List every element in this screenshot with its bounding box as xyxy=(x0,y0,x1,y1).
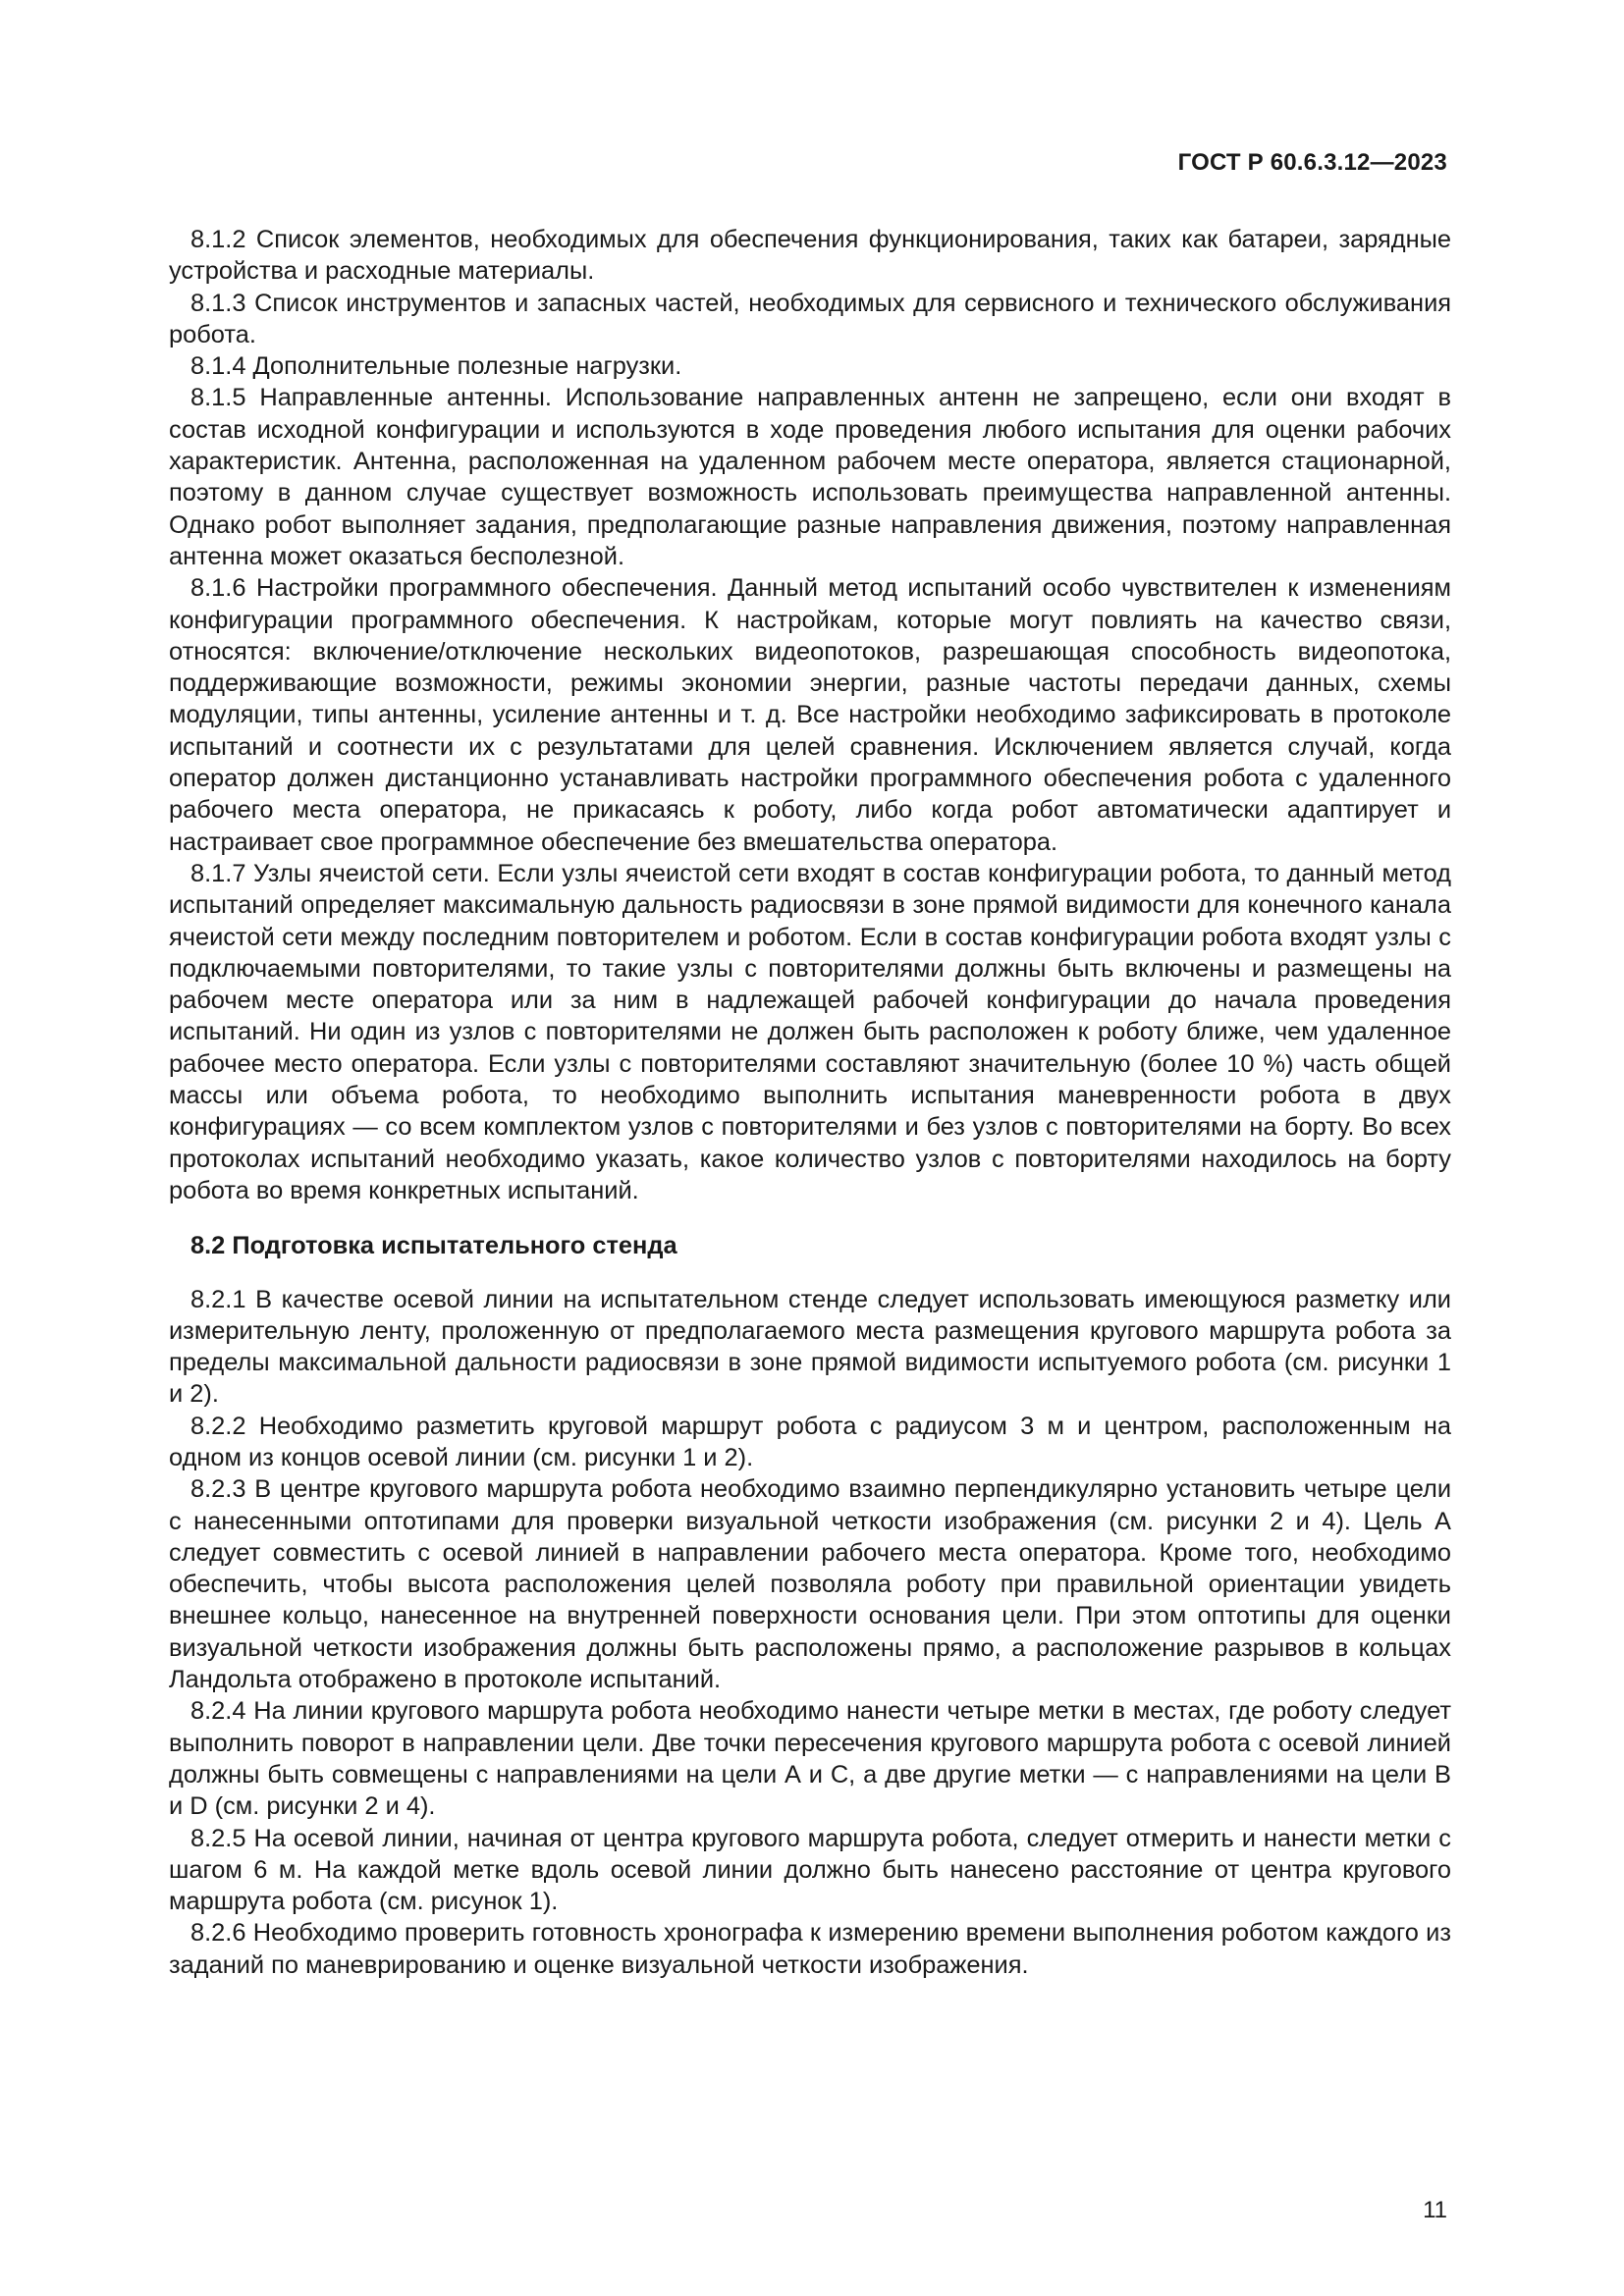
paragraph-text: 8.1.2 Список элементов, необходимых для обеспечения функционирования, таких как батареи, зарядные устройства и расходные материалы. xyxy=(169,226,1451,286)
paragraph-text: 8.2.2 Необходимо разметить круговой маршрут робота с радиусом 3 м и центром, расположенным на одном из концов осевой линии (см. рисунки 1 и 2). xyxy=(169,1412,1451,1471)
paragraph-8-1-2 xyxy=(169,224,1451,288)
paragraph-8-1-3 xyxy=(169,288,1451,351)
paragraph-text: 8.1.7 Узлы ячеистой сети. Если узлы ячеистой сети входят в состав конфигурации робота, то данный метод испытаний определяет максимальную дальность радиосвязи в зоне прямой видимости для конечного канала ячеистой сети между последним повторителем и роботом. Если в состав конфигурации робота входят узлы с подключаемыми повторителями, то такие узлы с повторителями должны быть включены и размещены на рабочем месте оператора или за ним в надлежащей рабочей конфигурации до начала проведения испытаний. Ни один из узлов с повторителями не должен быть расположен к роботу ближе, чем удаленное рабочее место оператора. Если узлы с повторителями составляют значительную (более 10 %) часть общей массы или объема робота, то необходимо выполнить испытания маневренности робота в двух конфигурациях — со всем комплектом узлов с повторителями и без узлов с повторителями на борту. Во всех протоколах испытаний необходимо указать, какое количество узлов с повторителями находилось на борту робота во время конкретных испытаний. xyxy=(169,859,1451,1204)
section-heading-8-2 xyxy=(169,1230,1451,1261)
standard-designation: ГОСТ Р 60.6.3.12—2023 xyxy=(1177,149,1447,176)
paragraph-text: 8.1.5 Направленные антенны. Использование направленных антенн не запрещено, если они входят в состав исходной конфигурации и используются в ходе проведения любого испытания для оценки рабочих характеристик. Антенна, расположенная на удаленном рабочем месте оператора, является стационарной, поэтому в данном случае существует возможность использовать преимущества направленной антенны. Однако робот выполняет задания, предполагающие разные направления движения, поэтому направленная антенна может оказаться бесполезной. xyxy=(169,384,1451,570)
paragraph-text: 8.2.6 Необходимо проверить готовность хронографа к измерению времени выполнения роботом каждого из заданий по маневрированию и оценке визуальной четкости изображения. xyxy=(169,1919,1451,1979)
paragraph-8-2-5 xyxy=(169,1823,1451,1918)
page-number: 11 xyxy=(1423,2197,1447,2223)
paragraph-text: 8.2.3 В центре кругового маршрута робота необходимо взаимно перпендикулярно установить четыре цели с нанесенными оптотипами для проверки визуальной четкости изображения (см. рисунки 2 и 4). Цель А следует совместить с осевой линией в направлении рабочего места оператора. Кроме того, необходимо обеспечить, чтобы высота расположения целей позволяла роботу при правильной ориентации увидеть внешнее кольцо, нанесенное на внутренней поверхности основания цели. При этом оптотипы для оценки визуальной четкости изображения должны быть расположены прямо, а расположение разрывов в кольцах Ландольта отображено в протоколе испытаний. xyxy=(169,1475,1451,1694)
paragraph-text: 8.2.1 В качестве осевой линии на испытательном стенде следует использовать имеющуюся разметку или измерительную ленту, проложенную от предполагаемого места размещения кругового маршрута робота за пределы максимальной дальности радиосвязи в зоне прямой видимости испытуемого робота (см. рисунки 1 и 2). xyxy=(169,1285,1451,1409)
paragraph-8-1-4 xyxy=(169,350,1451,382)
paragraph-8-2-6 xyxy=(169,1917,1451,1981)
paragraph-8-1-6 xyxy=(169,572,1451,858)
paragraph-8-1-7 xyxy=(169,858,1451,1206)
paragraph-8-1-5 xyxy=(169,382,1451,572)
paragraph-8-2-1 xyxy=(169,1284,1451,1411)
paragraph-text: 8.2.5 На осевой линии, начиная от центра кругового маршрута робота, следует отмерить и нанести метки с шагом 6 м. На каждой метке вдоль осевой линии должно быть нанесено расстояние от центра кругового маршрута робота (см. рисунок 1). xyxy=(169,1824,1451,1916)
paragraph-text: 8.2.4 На линии кругового маршрута робота необходимо нанести четыре метки в местах, где роботу следует выполнить поворот в направлении цели. Две точки пересечения кругового маршрута робота с осевой линией должны быть совмещены с направлениями на цели А и С, а две другие метки — с направлениями на цели В и D (см. рисунки 2 и 4). xyxy=(169,1697,1451,1821)
paragraph-8-2-2 xyxy=(169,1411,1451,1474)
paragraph-8-2-3 xyxy=(169,1473,1451,1695)
paragraph-text: 8.1.4 Дополнительные полезные нагрузки. xyxy=(190,352,682,381)
paragraph-text: 8.1.6 Настройки программного обеспечения. Данный метод испытаний особо чувствителен к изменениям конфигурации программного обеспечения. К настройкам, которые могут повлиять на качество связи, относятся: включение/отключение нескольких видеопотоков, разрешающая способность видеопотока, поддерживающие возможности, режимы экономии энергии, разные частоты передачи данных, схемы модуляции, типы антенны, усиление антенны и т. д. Все настройки необходимо зафиксировать в протоколе испытаний и соотнести их с результатами для целей сравнения. Исключением является случай, когда оператор должен дистанционно устанавливать настройки программного обеспечения робота с удаленного рабочего места оператора, не прикасаясь к роботу, либо когда робот автоматически адаптирует и настраивает свое программное обеспечение без вмешательства оператора. xyxy=(169,574,1451,856)
paragraph-text: 8.1.3 Список инструментов и запасных частей, необходимых для сервисного и технического обслуживания робота. xyxy=(169,289,1451,348)
document-body xyxy=(169,224,1451,1981)
section-heading-text: 8.2 Подготовка испытательного стенда xyxy=(190,1232,677,1260)
paragraph-8-2-4 xyxy=(169,1695,1451,1822)
